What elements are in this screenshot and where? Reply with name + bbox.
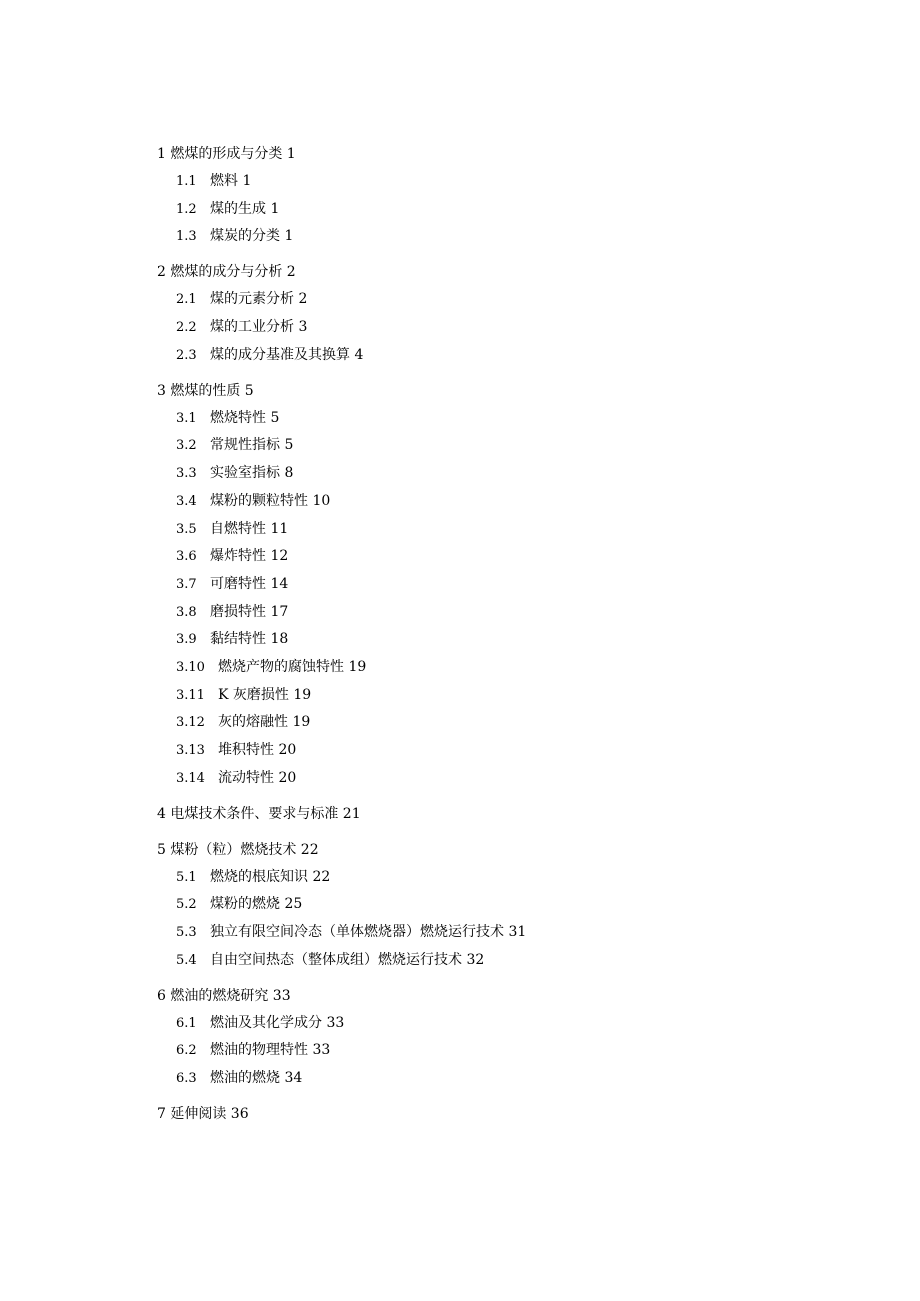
toc-section[interactable] [176, 345, 857, 365]
toc-section-number: 5.2 [176, 897, 197, 913]
toc-section[interactable] [176, 1013, 857, 1033]
toc-section-list [157, 408, 857, 788]
toc-section-number: 3.5 [176, 521, 197, 537]
toc-section-title: 爆炸特性 12 [210, 548, 289, 565]
toc-section[interactable] [176, 740, 857, 760]
toc-section-title: 独立有限空间冷态（单体燃烧器）燃烧运行技术 31 [210, 924, 527, 941]
toc-section-number: 1.3 [176, 229, 197, 245]
toc-section-title: 自燃特性 11 [210, 520, 289, 537]
toc-section-number: 1.2 [176, 201, 197, 217]
toc-section[interactable] [176, 546, 857, 566]
toc-section-title: 煤的工业分析 3 [210, 319, 308, 336]
toc-chapter[interactable]: 7 延伸阅读 36 [157, 1106, 249, 1123]
toc-section[interactable] [176, 435, 857, 455]
toc-section-title: 实验室指标 8 [210, 465, 294, 482]
toc-section[interactable] [176, 1040, 857, 1060]
toc-section[interactable] [176, 768, 857, 788]
toc-section[interactable] [176, 685, 857, 705]
toc-section[interactable] [176, 922, 857, 942]
toc-section-title: 煤的生成 1 [210, 200, 280, 217]
toc-section-number: 5.4 [176, 952, 197, 968]
toc-section-title: 燃油的燃烧 34 [210, 1070, 303, 1087]
toc-section[interactable] [176, 317, 857, 337]
toc-chapter[interactable]: 4 电煤技术条件、要求与标准 21 [157, 805, 361, 822]
toc-section-number: 3.13 [176, 743, 205, 758]
toc-chapter[interactable]: 5 煤粉（粒）燃烧技术 22 [157, 841, 319, 858]
toc-chapter[interactable]: 6 燃油的燃烧研究 33 [157, 987, 291, 1004]
toc-section[interactable] [176, 1068, 857, 1088]
toc-section-number: 3.1 [176, 410, 197, 426]
toc-section-number: 6.3 [176, 1071, 197, 1087]
toc-section-number: 3.9 [176, 632, 197, 648]
toc-section-number: 3.8 [176, 604, 197, 620]
toc-section-title: 磨损特性 17 [210, 603, 289, 620]
toc-section-title: 黏结特性 18 [210, 631, 289, 648]
toc-section-number: 3.4 [176, 493, 197, 509]
toc-section[interactable] [176, 712, 857, 732]
toc-section-title: 可磨特性 14 [210, 575, 289, 592]
toc-section-number: 3.12 [176, 715, 205, 731]
toc-section-title: 燃烧特性 5 [210, 409, 280, 426]
toc-section[interactable] [176, 867, 857, 887]
toc-section-title: 煤的成分基准及其换算 4 [210, 346, 364, 363]
toc-section-title: 燃烧的根底知识 22 [210, 868, 331, 885]
toc-chapter[interactable]: 1 燃煤的形成与分类 1 [157, 146, 296, 162]
toc-section-title: 燃烧产物的腐蚀特性 19 [218, 658, 367, 675]
toc-section-number: 2.3 [176, 347, 197, 363]
toc-section-number: 3.3 [176, 466, 197, 482]
toc-section-number: 3.10 [176, 659, 205, 675]
toc-section[interactable] [176, 226, 857, 246]
toc-section-title: 燃油的物理特性 33 [210, 1042, 331, 1059]
toc-section-number: 5.3 [176, 925, 197, 941]
toc-section-number: 3.11 [176, 687, 205, 703]
toc-section[interactable] [176, 519, 857, 539]
toc-section[interactable] [176, 408, 857, 428]
toc-section-title: 煤粉的燃烧 25 [210, 896, 303, 913]
toc-section[interactable] [176, 463, 857, 483]
toc-section[interactable] [176, 199, 857, 219]
toc-section-number: 6.2 [176, 1043, 197, 1059]
toc-section[interactable] [176, 171, 857, 191]
toc-section-number: 1.1 [176, 174, 197, 189]
toc-section-number: 6.1 [176, 1015, 197, 1031]
toc-section[interactable] [176, 950, 857, 970]
toc-chapter[interactable]: 3 燃煤的性质 5 [157, 382, 254, 399]
toc-section-number: 3.14 [176, 770, 205, 786]
toc-section[interactable] [176, 574, 857, 594]
toc-section[interactable] [176, 491, 857, 511]
toc-chapter[interactable]: 2 燃煤的成分与分析 2 [157, 264, 296, 281]
toc-section-number: 2.2 [176, 320, 197, 336]
table-of-contents [157, 144, 857, 1124]
toc-section-title: 煤粉的颗粒特性 10 [210, 492, 331, 509]
toc-section-title: 堆积特性 20 [218, 742, 297, 758]
toc-section-title: 煤的元素分析 2 [210, 291, 308, 308]
toc-section-number: 3.7 [176, 576, 197, 592]
toc-section[interactable] [176, 629, 857, 649]
toc-section-number: 3.6 [176, 549, 197, 565]
toc-section-list [157, 171, 857, 246]
toc-section-title: 流动特性 20 [218, 769, 297, 786]
toc-section-number: 5.1 [176, 869, 197, 885]
toc-section[interactable] [176, 289, 857, 309]
toc-section-title: 燃油及其化学成分 33 [210, 1014, 345, 1031]
toc-section-list [157, 867, 857, 970]
toc-section-title: 自由空间热态（整体成组）燃烧运行技术 32 [210, 951, 485, 968]
toc-section-list [157, 289, 857, 364]
toc-section-title: 煤炭的分类 1 [210, 228, 294, 245]
toc-section[interactable] [176, 657, 857, 677]
toc-section-title: K 灰磨损性 19 [218, 686, 312, 703]
toc-section-number: 2.1 [176, 292, 197, 308]
toc-section-title: 常规性指标 5 [210, 437, 294, 454]
toc-section[interactable] [176, 894, 857, 914]
toc-section-title: 燃料 1 [210, 173, 252, 189]
toc-section[interactable] [176, 602, 857, 622]
toc-section-number: 3.2 [176, 438, 197, 454]
toc-section-list [157, 1013, 857, 1088]
toc-section-title: 灰的熔融性 19 [218, 714, 311, 731]
